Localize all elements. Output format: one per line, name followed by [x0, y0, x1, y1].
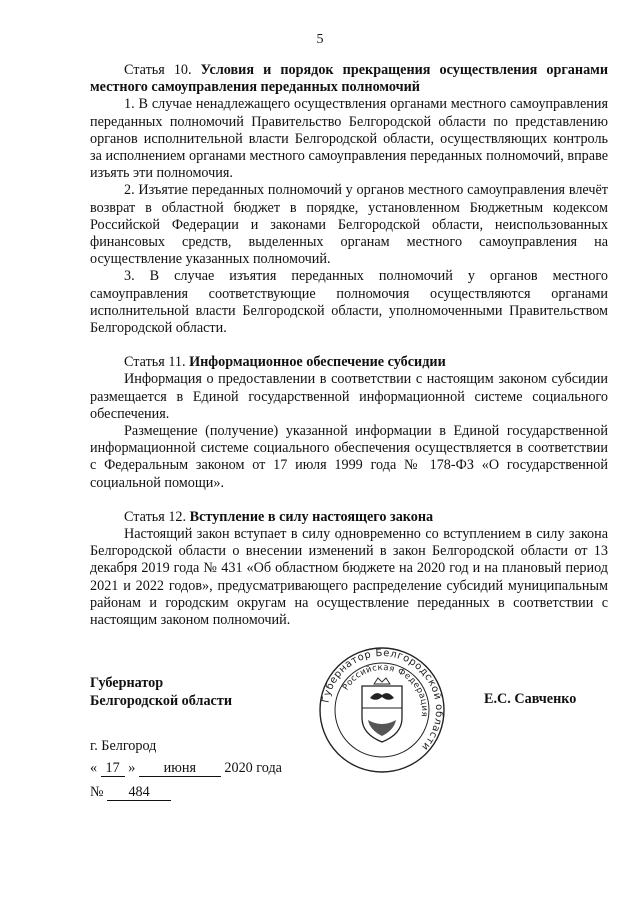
- document-body: [90, 62, 608, 629]
- article-11-prefix: Статья 11.: [124, 354, 190, 371]
- seal-inner-text: Российская Федерация: [340, 662, 430, 718]
- article-12-title: Вступление в силу настоящего закона: [189, 508, 434, 525]
- law-number: [90, 784, 171, 801]
- article-12-heading: [90, 509, 608, 526]
- article-10-paragraph-3: 3. В случае изъятия переданных полномочий у органов местного самоуправления соответствующие полномочия осуществляются органами исполнительной власти Белгородской области, уполномоченными Правительством Белгородской области.: [90, 268, 608, 337]
- date-month: июня: [139, 761, 221, 777]
- article-12-prefix: Статья 12.: [124, 508, 190, 525]
- coat-of-arms-icon: [362, 678, 402, 742]
- article-12-paragraph-1: Настоящий закон вступает в силу одновременно со вступлением в силу закона Белгородской области о внесении изменений в закон Белгородской области от 13 декабря 2019 года № 431 «Об областном бюджете на 2020 год и на плановый период 2021 и 2022 годов», предусматривающего распределение субсидий муниципальным районам и городским округам на осуществление переданных в соответствии с настоящим законом полномочий.: [90, 526, 608, 629]
- official-seal-icon: [318, 646, 446, 774]
- signatory-title-line-1: Губернатор: [90, 675, 164, 691]
- seal-outer-text: Губернатор Белгородской области: [320, 647, 445, 753]
- date-quote-close: »: [128, 760, 136, 776]
- page-number: 5: [316, 32, 324, 47]
- article-10-paragraph-2: 2. Изъятие переданных полномочий у органов местного самоуправления влечёт возврат в областной бюджет в порядке, установленном Бюджетным кодексом Российской Федерации и законами Белгородской области, неиспользованных финансовых средств, выделенных органам местного самоуправления на осуществление указанных полномочий.: [90, 182, 608, 268]
- article-11-heading: [90, 354, 608, 371]
- signing-date: [90, 760, 282, 777]
- section-gap: [90, 492, 608, 509]
- article-11-paragraph-2: Размещение (получение) указанной информации в Единой государственной информационной системе социального обеспечения осуществляется в соответствии с Федеральным законом от 17 июля 1999 года № 178-ФЗ «О государственной социальной помощи».: [90, 423, 608, 491]
- article-10-title: Условия и порядок прекращения осуществления органами местного самоуправления переданных полномочий: [90, 62, 608, 96]
- article-10-heading: [90, 62, 608, 96]
- article-10-prefix: Статья 10.: [124, 62, 201, 78]
- signatory-title: [90, 674, 232, 710]
- signatory-name: Е.С. Савченко: [484, 691, 577, 707]
- date-quote-open: «: [90, 760, 98, 776]
- date-year: 2020 года: [224, 760, 282, 776]
- date-day: 17: [101, 761, 125, 777]
- article-11-paragraph-1: Информация о предоставлении в соответствии с настоящим законом субсидии размещается в Единой государственной информационной системе социального обеспечения.: [90, 371, 608, 422]
- article-10-paragraph-1: 1. В случае ненадлежащего осуществления органами местного самоуправления переданных полномочий Правительство Белгородской области по представлению органов исполнительной власти Белгородской области, осуществляющих контроль за исполнением органами местного самоуправления переданных полномочий, вправе изъять эти полномочия.: [90, 96, 608, 182]
- article-11-title: Информационное обеспечение субсидии: [189, 354, 446, 371]
- signatory-title-line-2: Белгородской области: [90, 693, 232, 709]
- law-number-label: №: [90, 784, 104, 800]
- law-number-value: 484: [107, 785, 171, 801]
- section-gap: [90, 337, 608, 354]
- place-of-signing: г. Белгород: [90, 738, 157, 754]
